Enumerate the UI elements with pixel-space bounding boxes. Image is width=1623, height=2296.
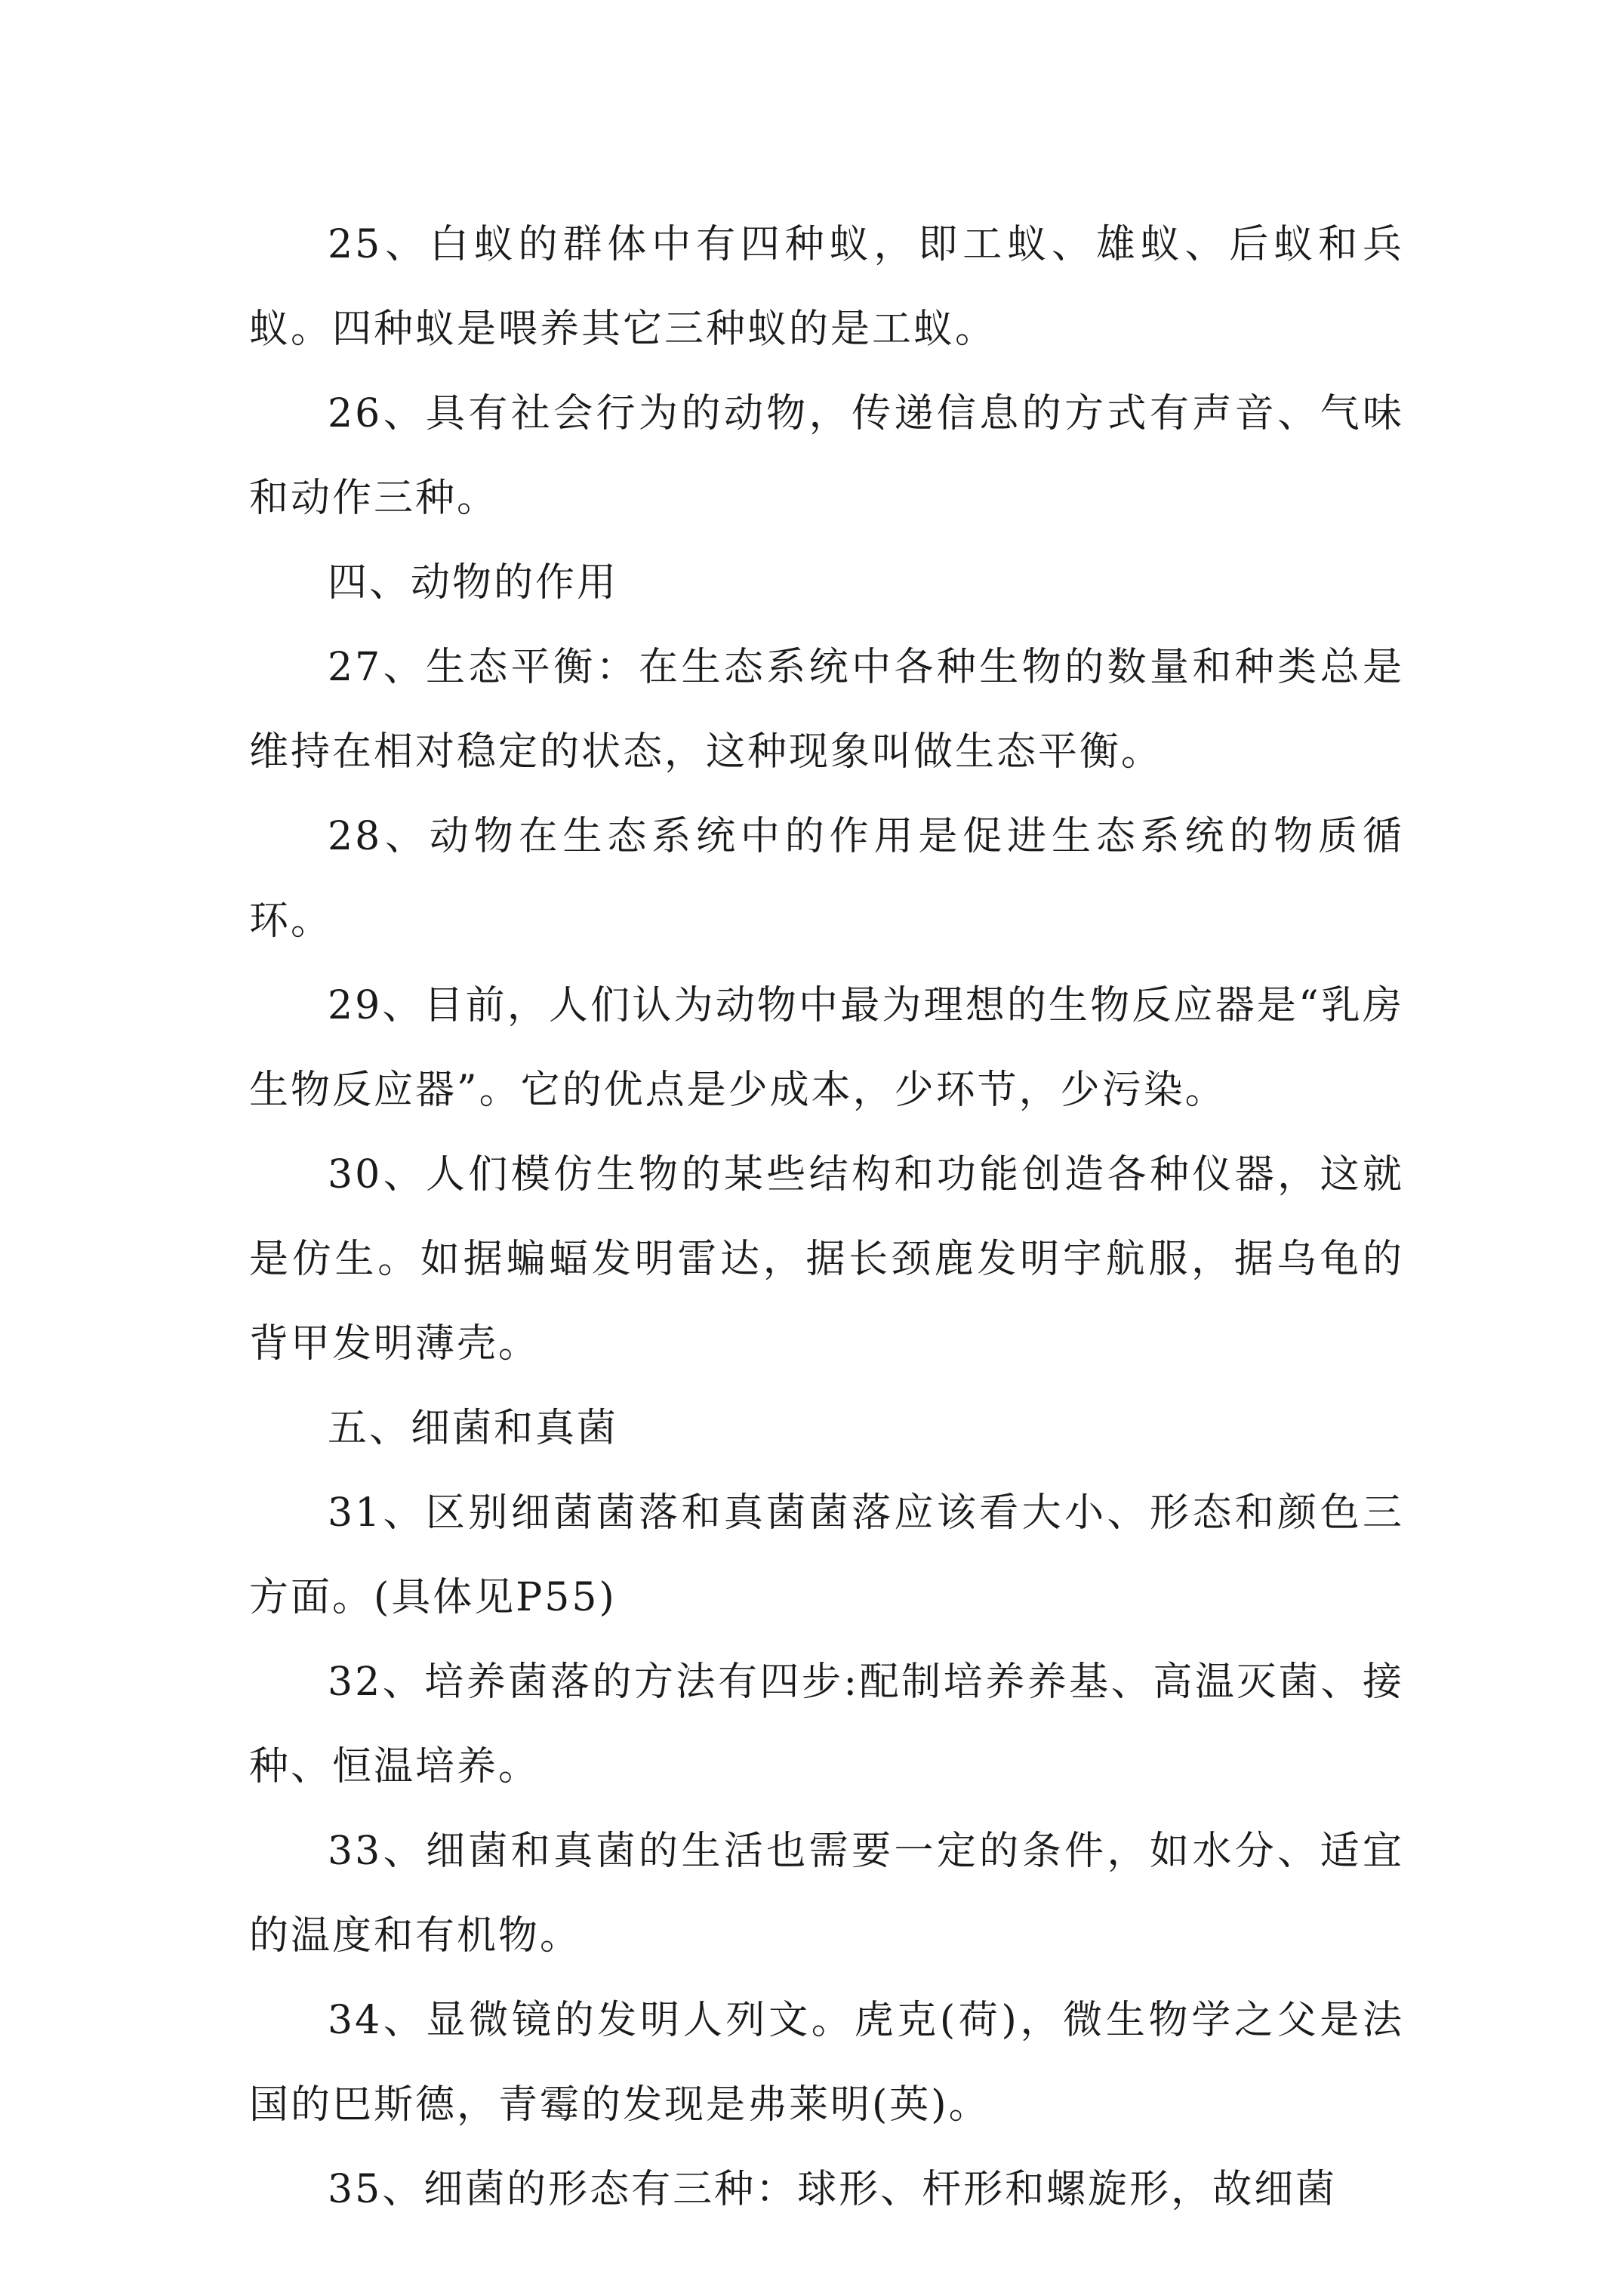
paragraph-35: 35、细菌的形态有三种：球形、杆形和螺旋形，故细菌 <box>328 2167 1338 2212</box>
document-body <box>249 202 1404 2232</box>
paragraph-26: 26、具有社会行为的动物，传递信息的方式有声音、气味和动作三种。 <box>249 391 1404 521</box>
paragraph-30: 30、人们模仿生物的某些结构和功能创造各种仪器，这就是仿生。如据蝙蝠发明雷达，据长颈鹿发明宇航服，据乌龟的背甲发明薄壳。 <box>249 1152 1404 1367</box>
paragraph-34: 34、显微镜的发明人列文。虎克(荷)，微生物学之父是法国的巴斯德，青霉的发现是弗莱明(英)。 <box>249 1998 1404 2128</box>
paragraph-31: 31、区别细菌菌落和真菌菌落应该看大小、形态和颜色三方面。(具体见P55) <box>249 1490 1404 1620</box>
paragraph-29: 29、目前，人们认为动物中最为理想的生物反应器是“乳房生物反应器”。它的优点是少成本，少环节，少污染。 <box>249 983 1404 1113</box>
paragraph-28: 28、动物在生态系统中的作用是促进生态系统的物质循环。 <box>249 814 1404 944</box>
paragraph-25: 25、白蚁的群体中有四种蚁，即工蚁、雄蚁、后蚁和兵蚁。四种蚁是喂养其它三种蚁的是工蚁。 <box>249 222 1404 352</box>
paragraph-27: 27、生态平衡：在生态系统中各种生物的数量和种类总是维持在相对稳定的状态，这种现象叫做生态平衡。 <box>249 645 1404 775</box>
section-heading-5: 五、细菌和真菌 <box>328 1406 619 1451</box>
section-heading-4: 四、动物的作用 <box>328 560 619 606</box>
paragraph-32: 32、培养菌落的方法有四步:配制培养养基、高温灭菌、接种、恒温培养。 <box>249 1660 1404 1789</box>
paragraph-33: 33、细菌和真菌的生活也需要一定的条件，如水分、适宜的温度和有机物。 <box>249 1829 1404 1959</box>
